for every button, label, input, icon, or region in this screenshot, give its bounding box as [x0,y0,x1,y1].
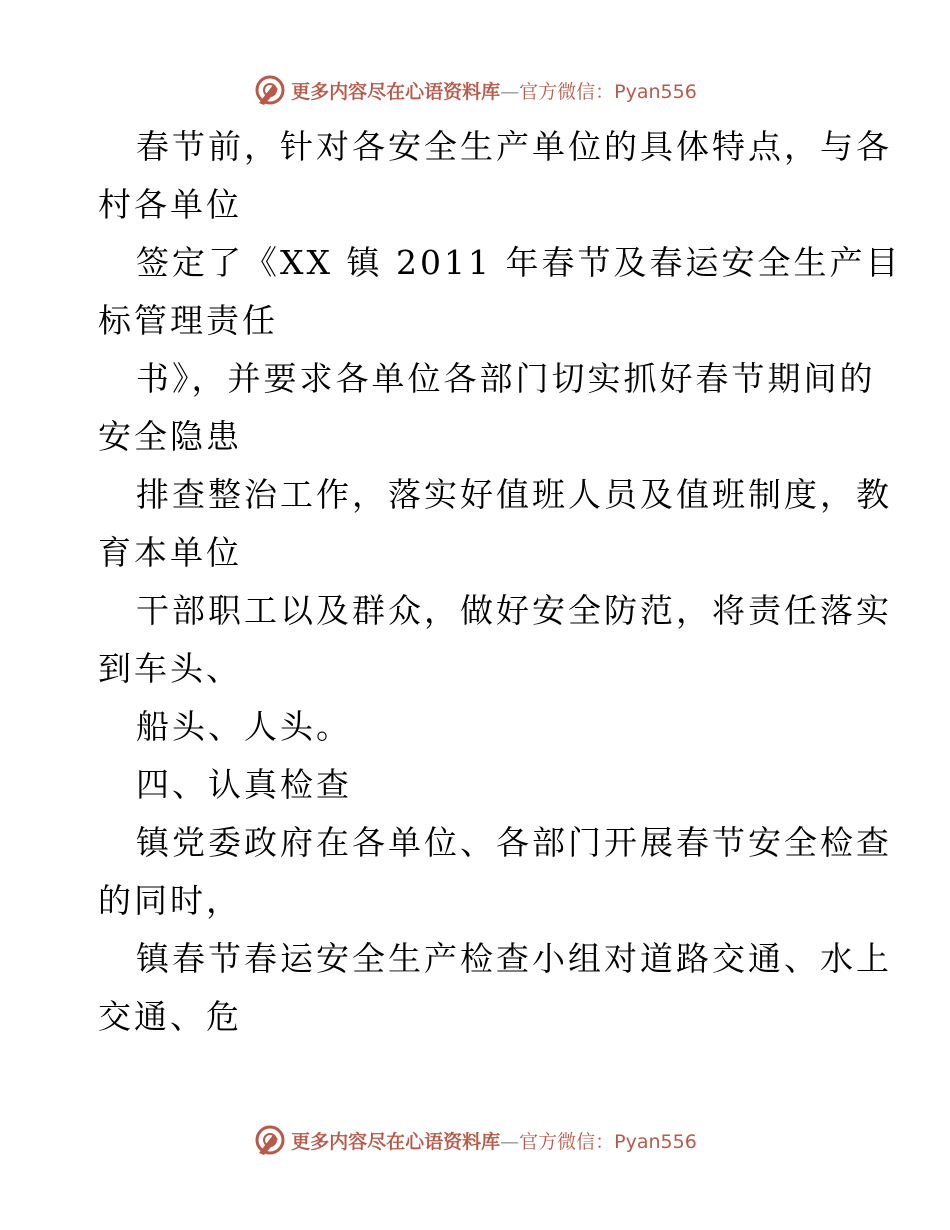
body-line: 镇春节春运安全生产检查小组对道路交通、水上 [136,939,892,978]
body-line: 排查整治工作，落实好值班人员及值班制度，教 [136,475,892,514]
header-banner-main: 更多内容尽在心语资料库 [291,80,501,103]
header-banner-contact: 官方微信：Pyan556 [519,80,697,103]
body-line: 标管理责任 [98,301,278,340]
body-line: 村各单位 [98,185,242,224]
section-heading: 四、认真检查 [136,765,352,804]
footer-banner-main: 更多内容尽在心语资料库 [291,1130,501,1153]
pen-seal-icon [253,73,287,107]
footer-banner-contact: 官方微信：Pyan556 [519,1130,697,1153]
body-line: 签定了《XX 镇 2011 年春节及春运安全生产目 [136,243,902,282]
footer-banner-text [291,1127,697,1154]
body-line: 船头、人头。 [136,707,352,746]
body-line: 春节前，针对各安全生产单位的具体特点，与各 [136,127,892,166]
pen-seal-icon [253,1123,287,1157]
body-line: 安全隐患 [98,417,242,456]
body-line: 的同时， [98,881,242,920]
footer-banner [0,1120,950,1160]
header-banner [0,70,950,110]
body-line: 书》，并要求各单位各部门切实抓好春节期间的 [136,359,876,398]
footer-banner-dash: — [500,1130,520,1153]
body-line: 到车头、 [98,649,242,688]
body-line: 育本单位 [98,533,242,572]
body-line: 镇党委政府在各单位、各部门开展春节安全检查 [136,823,892,862]
header-banner-text [291,77,697,104]
document-body [98,118,902,1046]
body-line: 干部职工以及群众，做好安全防范，将责任落实 [136,591,892,630]
header-banner-dash: — [500,80,520,103]
body-line: 交通、危 [98,997,242,1036]
